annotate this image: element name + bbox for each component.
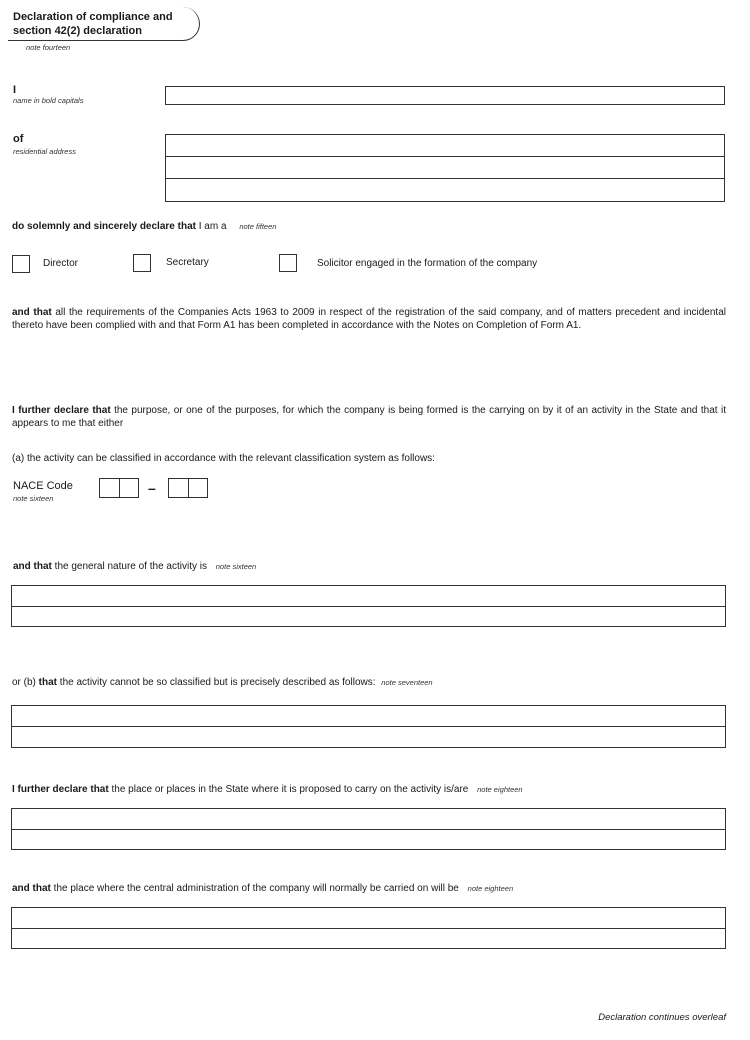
central-admin-input-group — [11, 907, 726, 949]
general-nature-note: note sixteen — [215, 562, 257, 571]
name-sub-label: name in bold capitals — [13, 96, 84, 105]
address-line-2[interactable] — [166, 157, 724, 179]
secretary-label: Secretary — [166, 257, 209, 268]
declare-rest: I am a — [195, 221, 227, 232]
central-admin-line — [12, 882, 513, 895]
nace-digit-1[interactable] — [100, 479, 120, 497]
place-activity-note: note eighteen — [477, 785, 523, 794]
address-sub-label: residential address — [13, 147, 76, 156]
requirements-rest: all the requirements of the Companies Acts 1963 to 2009 in respect of the registration of the said company, and of matters precedent and incidental thereto have been complied with and that Form A1 has been completed in accordance with the Notes on Completion of Form A1. — [12, 307, 726, 331]
declare-line — [12, 220, 276, 233]
address-line-3[interactable] — [166, 179, 724, 201]
nace-dash: – — [148, 480, 156, 496]
nace-code-part-1[interactable] — [99, 478, 139, 498]
central-admin-note: note eighteen — [467, 884, 514, 893]
option-b-rest: the activity cannot be so classified but is precisely described as follows: — [57, 677, 376, 688]
footer-continues: Declaration continues overleaf — [598, 1012, 726, 1023]
nace-digit-3[interactable] — [169, 479, 189, 497]
solicitor-label: Solicitor engaged in the formation of the company — [317, 258, 538, 269]
general-nature-line-1[interactable] — [12, 586, 725, 607]
secretary-checkbox[interactable] — [133, 254, 151, 272]
general-nature-rest: the general nature of the activity is — [51, 561, 207, 572]
place-activity-line — [12, 783, 523, 796]
option-b-line-1[interactable] — [12, 706, 725, 727]
address-line-1[interactable] — [166, 135, 724, 157]
declare-note: note fifteen — [239, 222, 277, 231]
nace-digit-4[interactable] — [189, 479, 208, 497]
purpose-rest: the purpose, or one of the purposes, for which the company is being formed is the carrying on by it of an activity in the State and that it appears to me that either — [12, 405, 726, 429]
general-nature-bold: and that — [13, 561, 52, 572]
address-label: of — [13, 133, 24, 145]
central-admin-rest: the place where the central administration of the company will normally be carried on will be — [50, 883, 459, 894]
purpose-bold: I further declare that — [12, 405, 111, 416]
nace-note: note sixteen — [13, 494, 54, 503]
option-b-bold: that — [38, 677, 58, 688]
address-input-group — [165, 134, 725, 202]
central-admin-line-2[interactable] — [12, 929, 725, 949]
name-label: I — [13, 84, 17, 96]
nace-code-part-2[interactable] — [168, 478, 208, 498]
director-label: Director — [43, 258, 79, 269]
name-input[interactable] — [165, 86, 725, 105]
place-activity-line-2[interactable] — [12, 830, 725, 850]
option-b-note: note seventeen — [381, 678, 433, 687]
solicitor-checkbox[interactable] — [279, 254, 297, 272]
declare-bold: do solemnly and sincerely declare that — [12, 221, 196, 232]
place-activity-rest: the place or places in the State where it is proposed to carry on the activity is/are — [108, 784, 469, 795]
nace-digit-2[interactable] — [120, 479, 139, 497]
option-b-line-2[interactable] — [12, 727, 725, 748]
place-activity-bold: I further declare that — [12, 784, 109, 795]
central-admin-bold: and that — [12, 883, 51, 894]
place-activity-line-1[interactable] — [12, 809, 725, 830]
place-activity-input-group — [11, 808, 726, 850]
purpose-paragraph — [12, 404, 726, 430]
option-b-input-group — [11, 705, 726, 748]
form-title: Declaration of compliance and section 42(2) declaration — [13, 11, 173, 37]
general-nature-line — [13, 560, 256, 573]
nace-label: NACE Code — [13, 480, 73, 492]
director-checkbox[interactable] — [12, 255, 30, 273]
central-admin-line-1[interactable] — [12, 908, 725, 929]
requirements-paragraph — [12, 306, 726, 332]
requirements-bold: and that — [12, 307, 52, 318]
option-b-line — [12, 676, 433, 689]
header-note: note fourteen — [26, 43, 71, 52]
option-a-text: (a) the activity can be classified in accordance with the relevant classification system as follows: — [12, 453, 435, 464]
general-nature-line-2[interactable] — [12, 607, 725, 627]
general-nature-input-group — [11, 585, 726, 627]
option-b-pre: or (b) — [12, 677, 39, 688]
